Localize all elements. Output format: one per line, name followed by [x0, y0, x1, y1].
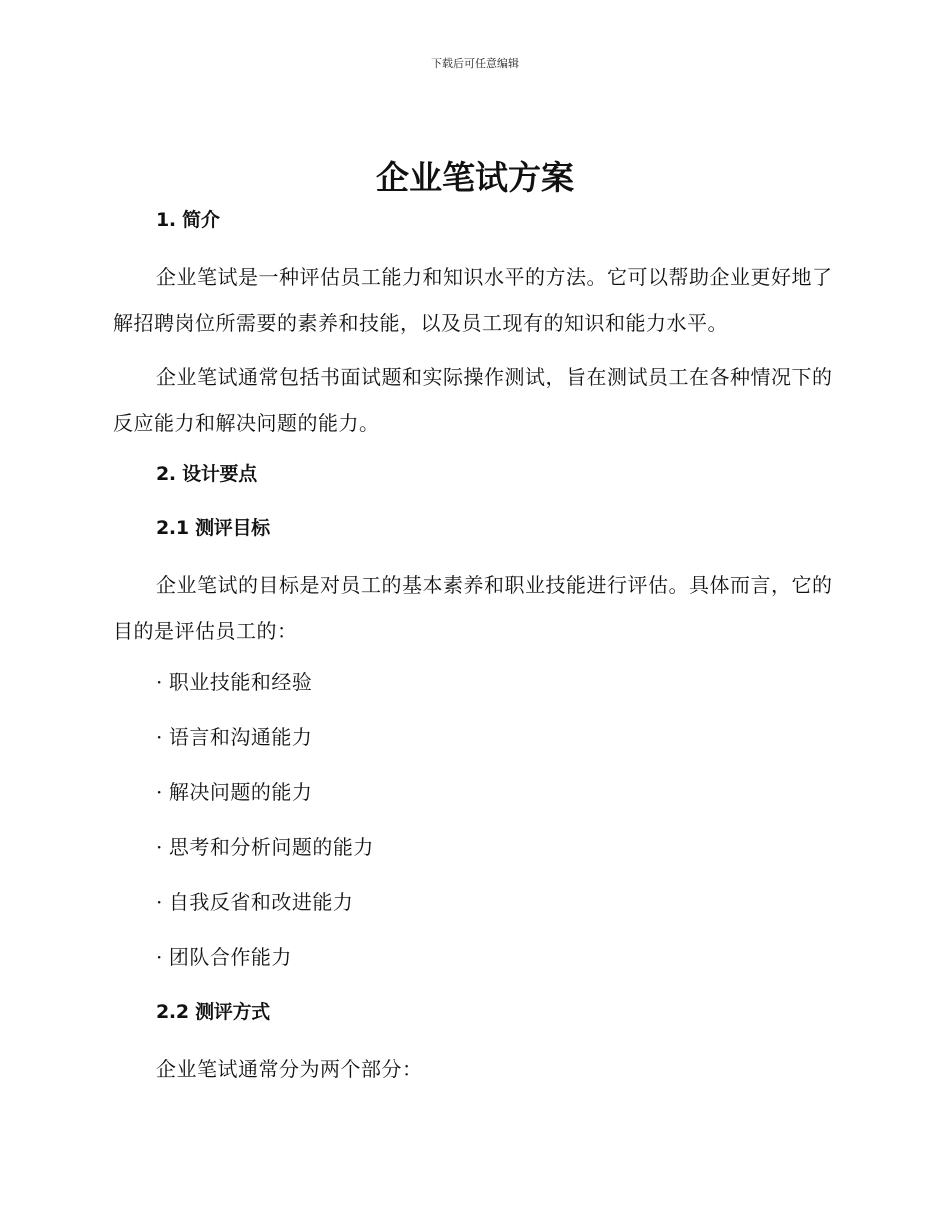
method-paragraph: 企业笔试通常分为两个部分： — [156, 1057, 423, 1081]
bullet-dot: · — [156, 725, 163, 749]
bullet-dot: · — [156, 835, 163, 859]
bullet-dot: · — [156, 890, 163, 914]
bullet-dot: · — [156, 780, 163, 804]
document-title: 企业笔试方案 — [376, 158, 574, 197]
intro-paragraph-2: 企业笔试通常包括书面试题和实际操作测试，旨在测试员工在各种情况下的反应能力和解决问题的能力。 — [113, 365, 833, 435]
header-note: 下载后可任意编辑 — [431, 57, 519, 70]
goal-list-item-text: 思考和分析问题的能力 — [168, 835, 374, 859]
goal-list-item — [113, 772, 833, 812]
bullet-dot: · — [156, 670, 163, 694]
subsection-heading-method: 2.2 测评方式 — [156, 1001, 270, 1023]
goal-list-item — [113, 882, 833, 922]
goal-list-item — [113, 717, 833, 757]
subsection-heading-goal: 2.1 测评目标 — [156, 517, 270, 539]
goal-list-item — [113, 827, 833, 867]
document-body — [113, 200, 833, 1100]
goal-list-item-text: 解决问题的能力 — [168, 780, 313, 804]
goal-list-item — [113, 937, 833, 977]
intro-paragraph-1: 企业笔试是一种评估员工能力和知识水平的方法。它可以帮助企业更好地了解招聘岗位所需要的素养和技能，以及员工现有的知识和能力水平。 — [113, 265, 833, 335]
section-heading-design: 2. 设计要点 — [156, 463, 257, 485]
goal-list-item-text: 团队合作能力 — [168, 945, 292, 969]
goal-paragraph: 企业笔试的目标是对员工的基本素养和职业技能进行评估。具体而言，它的目的是评估员工的： — [113, 573, 833, 643]
goal-list-item-text: 自我反省和改进能力 — [168, 890, 354, 914]
goal-list-item — [113, 662, 833, 702]
bullet-dot: · — [156, 945, 163, 969]
goal-list-item-text: 语言和沟通能力 — [168, 725, 313, 749]
section-heading-intro: 1. 简介 — [156, 209, 220, 231]
goal-list-item-text: 职业技能和经验 — [168, 670, 313, 694]
